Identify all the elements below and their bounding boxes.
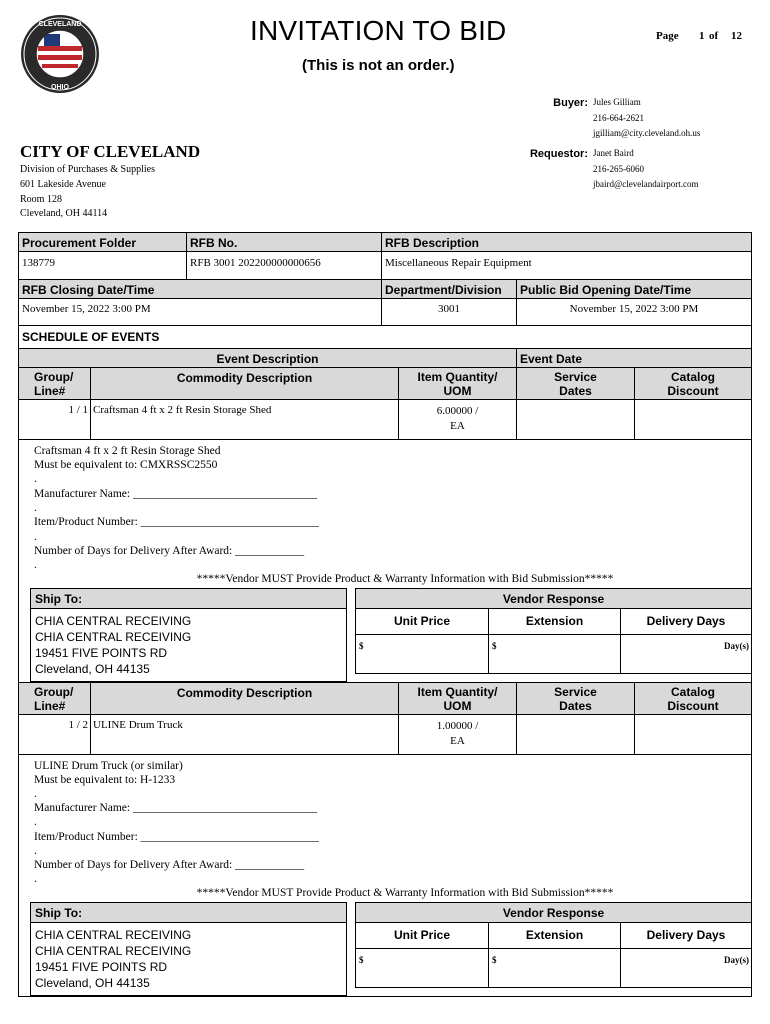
- divider: [186, 232, 187, 280]
- requestor-name: Janet Baird: [593, 148, 634, 158]
- unit-price-input[interactable]: [356, 635, 488, 673]
- quantity-value: 6.00000 /: [436, 405, 479, 417]
- divider: [18, 754, 752, 755]
- requestor-label: Requestor:: [529, 148, 588, 160]
- delivery-days-input[interactable]: [621, 635, 751, 673]
- service-header: [517, 370, 634, 398]
- address-line: CHIA CENTRAL RECEIVING: [35, 614, 192, 628]
- unit-price-label: Unit Price: [393, 928, 450, 942]
- buyer-phone: 216-664-2621: [593, 113, 644, 123]
- closing-value: November 15, 2022 3:00 PM: [22, 303, 151, 315]
- dot: .: [34, 559, 37, 571]
- opening-label: Public Bid Opening Date/Time: [520, 283, 692, 297]
- divider: [516, 348, 517, 367]
- address-line: CHIA CENTRAL RECEIVING: [35, 944, 192, 958]
- divider: [30, 922, 347, 923]
- rfb-description-label: RFB Description: [385, 236, 480, 250]
- org-room: Room 128: [20, 194, 62, 205]
- vendor-notice: *****Vendor MUST Provide Product & Warranty Information with Bid Submission*****: [196, 887, 614, 899]
- dot: .: [34, 873, 37, 885]
- address-line: Cleveland, OH 44135: [35, 976, 150, 990]
- currency-symbol: $: [359, 641, 364, 651]
- department-value: 3001: [438, 303, 460, 315]
- delivery-days-label: Delivery Days: [646, 614, 726, 628]
- item-number-field[interactable]: Item/Product Number: _______________________________: [34, 831, 319, 843]
- document-title: INVITATION TO BID: [250, 15, 507, 46]
- closing-label: RFB Closing Date/Time: [22, 283, 155, 297]
- item-quantity: [399, 404, 516, 434]
- item-number-field[interactable]: Item/Product Number: _______________________________: [34, 516, 319, 528]
- org-division: Division of Purchases & Supplies: [20, 164, 155, 175]
- commodity-header: Commodity Description: [176, 371, 313, 385]
- service-label: Service: [554, 685, 597, 699]
- divider: [18, 298, 752, 299]
- delivery-days-field[interactable]: Number of Days for Delivery After Award: ____________: [34, 859, 305, 871]
- quantity-value: 1.00000 /: [436, 720, 479, 732]
- item-detail: [34, 759, 183, 801]
- delivery-days-field[interactable]: Number of Days for Delivery After Award: ____________: [34, 545, 305, 557]
- unit-price-label: Unit Price: [393, 614, 450, 628]
- org-city: Cleveland, OH 44114: [20, 208, 108, 219]
- divider: [355, 922, 752, 923]
- divider: [18, 714, 752, 715]
- ship-to-label: Ship To:: [35, 906, 83, 920]
- department-label: Department/Division: [385, 283, 502, 297]
- line-label: Line#: [34, 384, 66, 398]
- page-label: Page: [656, 30, 679, 42]
- address-line: Cleveland, OH 44135: [35, 662, 150, 676]
- catalog-header: [635, 370, 751, 398]
- page-current: 1: [699, 30, 705, 42]
- svg-text:CLEVELAND: CLEVELAND: [38, 21, 82, 28]
- detail-line: Craftsman 4 ft x 2 ft Resin Storage Shed: [34, 445, 221, 457]
- uom-label: UOM: [443, 699, 472, 713]
- opening-value: November 15, 2022 3:00 PM: [569, 303, 699, 315]
- item-detail: [34, 444, 221, 486]
- event-date-label: Event Date: [520, 352, 583, 366]
- dot: .: [34, 788, 37, 800]
- currency-symbol: $: [492, 641, 497, 651]
- document-subtitle: (This is not an order.): [302, 57, 455, 74]
- quantity-label: Item Quantity/: [417, 370, 498, 384]
- procurement-folder-label: Procurement Folder: [22, 236, 137, 250]
- item-quantity: [399, 719, 516, 749]
- extension-label: Extension: [525, 614, 584, 628]
- dot: .: [34, 845, 37, 857]
- group-label: Group/: [34, 370, 74, 384]
- schedule-title: SCHEDULE OF EVENTS: [22, 330, 160, 344]
- ship-to-label: Ship To:: [35, 592, 83, 606]
- address-line: CHIA CENTRAL RECEIVING: [35, 928, 192, 942]
- dates-label: Dates: [559, 699, 592, 713]
- manufacturer-name-field[interactable]: Manufacturer Name: ________________________________: [34, 802, 317, 814]
- org-street: 601 Lakeside Avenue: [20, 179, 106, 190]
- days-unit: Day(s): [724, 641, 749, 651]
- vendor-response-label: Vendor Response: [502, 592, 605, 606]
- rfb-no-value: RFB 3001 202200000000656: [190, 257, 321, 269]
- discount-label: Discount: [667, 699, 719, 713]
- uom-label: UOM: [443, 384, 472, 398]
- extension-input[interactable]: [489, 949, 620, 987]
- svg-text:OHIO: OHIO: [51, 84, 69, 91]
- currency-symbol: $: [359, 955, 364, 965]
- rfb-description-value: Miscellaneous Repair Equipment: [385, 257, 532, 269]
- group-label: Group/: [34, 685, 74, 699]
- page-of: of: [709, 30, 719, 42]
- divider: [355, 608, 752, 609]
- vendor-response-label: Vendor Response: [502, 906, 605, 920]
- service-header: [517, 685, 634, 713]
- delivery-days-label: Delivery Days: [646, 928, 726, 942]
- discount-label: Discount: [667, 384, 719, 398]
- quantity-header: [399, 370, 516, 398]
- extension-input[interactable]: [489, 635, 620, 673]
- buyer-label: Buyer:: [553, 97, 588, 109]
- buyer-email: jgilliam@city.cleveland.oh.us: [593, 128, 701, 138]
- quantity-label: Item Quantity/: [417, 685, 498, 699]
- requestor-email: jbaird@clevelandairport.com: [593, 179, 699, 189]
- unit-price-input[interactable]: [356, 949, 488, 987]
- page-total: 12: [731, 30, 742, 42]
- detail-line: Must be equivalent to: CMXRSSC2550: [34, 459, 218, 471]
- city-seal-logo: [20, 14, 100, 94]
- procurement-folder-value: 138779: [22, 257, 55, 269]
- item-line-number: 1 / 1: [68, 404, 88, 416]
- manufacturer-name-field[interactable]: Manufacturer Name: ________________________________: [34, 488, 317, 500]
- buyer-name: Jules Gilliam: [593, 97, 641, 107]
- vendor-notice: *****Vendor MUST Provide Product & Warranty Information with Bid Submission*****: [196, 573, 614, 585]
- ship-to-address: [35, 613, 191, 677]
- organization-name: CITY OF CLEVELAND: [20, 142, 201, 161]
- divider: [18, 439, 752, 440]
- address-line: 19451 FIVE POINTS RD: [35, 960, 168, 974]
- detail-line: ULINE Drum Truck (or similar): [34, 760, 183, 772]
- event-description-label: Event Description: [216, 352, 319, 366]
- extension-label: Extension: [525, 928, 584, 942]
- item-line-number: 1 / 2: [68, 719, 88, 731]
- dot: .: [34, 816, 37, 828]
- item-description: ULINE Drum Truck: [93, 719, 183, 731]
- uom-value: EA: [450, 420, 465, 432]
- divider: [18, 399, 752, 400]
- group-line-header: [34, 685, 73, 713]
- currency-symbol: $: [492, 955, 497, 965]
- dates-label: Dates: [559, 384, 592, 398]
- rfb-no-label: RFB No.: [190, 236, 238, 250]
- catalog-label: Catalog: [670, 685, 715, 699]
- dot: .: [34, 531, 37, 543]
- divider: [18, 251, 752, 252]
- quantity-header: [399, 685, 516, 713]
- commodity-header: Commodity Description: [176, 686, 313, 700]
- dot: .: [34, 502, 37, 514]
- address-line: CHIA CENTRAL RECEIVING: [35, 630, 192, 644]
- group-line-header: [34, 370, 73, 398]
- divider: [30, 608, 347, 609]
- catalog-header: [635, 685, 751, 713]
- line-label: Line#: [34, 699, 66, 713]
- item-description: Craftsman 4 ft x 2 ft Resin Storage Shed: [93, 404, 272, 416]
- dot: .: [34, 473, 37, 485]
- delivery-days-input[interactable]: [621, 949, 751, 987]
- detail-line: Must be equivalent to: H-1233: [34, 774, 176, 786]
- requestor-phone: 216-265-6060: [593, 164, 644, 174]
- address-line: 19451 FIVE POINTS RD: [35, 646, 168, 660]
- days-unit: Day(s): [724, 955, 749, 965]
- uom-value: EA: [450, 735, 465, 747]
- service-label: Service: [554, 370, 597, 384]
- catalog-label: Catalog: [670, 370, 715, 384]
- ship-to-address: [35, 927, 191, 991]
